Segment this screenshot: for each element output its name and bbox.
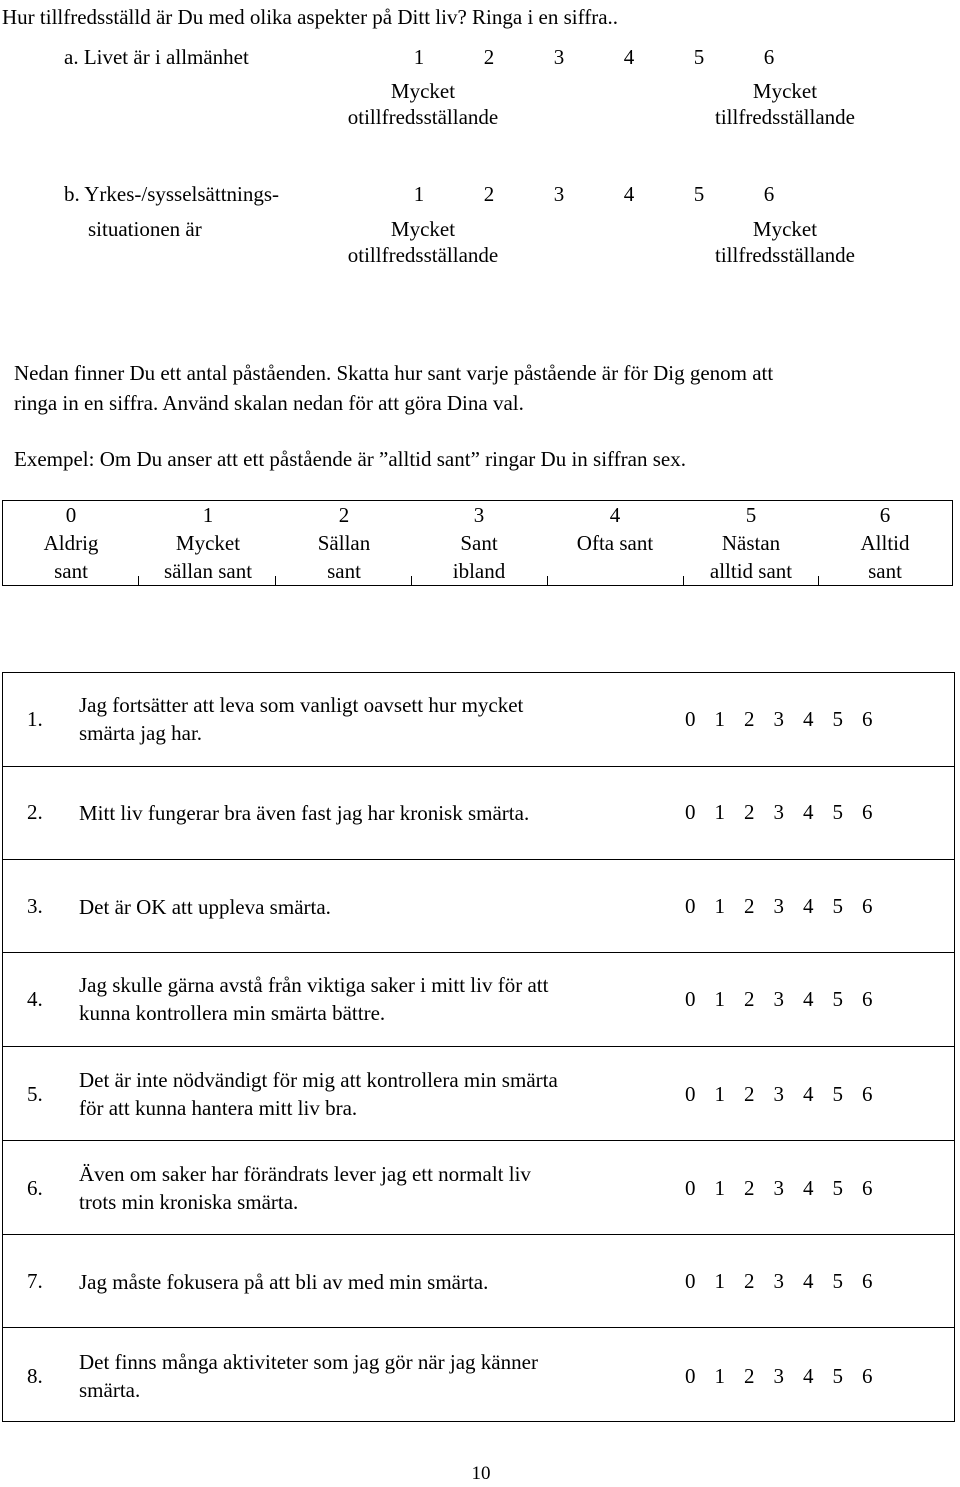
response-option[interactable]: 2 — [744, 1269, 755, 1293]
item-response-scale[interactable] — [685, 706, 892, 733]
question-b-option[interactable]: 5 — [693, 182, 705, 206]
response-option[interactable]: 4 — [803, 894, 814, 918]
scale-number: 0 — [65, 503, 77, 527]
item-number: 2. — [27, 800, 43, 824]
response-option[interactable]: 3 — [773, 800, 784, 824]
scale-label: sant — [327, 559, 361, 583]
item-statement — [79, 799, 529, 827]
item-statement — [79, 691, 523, 747]
response-option[interactable]: 5 — [832, 987, 843, 1011]
item-statement — [79, 1160, 531, 1216]
scale-label: Nästan — [721, 531, 781, 555]
response-option[interactable]: 6 — [862, 1082, 873, 1106]
response-option[interactable]: 3 — [773, 1176, 784, 1200]
scale-label: sant — [868, 559, 902, 583]
scale-option-3 — [453, 501, 506, 585]
page-number: 10 — [471, 1463, 491, 1484]
response-option[interactable]: 3 — [773, 894, 784, 918]
question-a-option[interactable]: 2 — [483, 45, 495, 69]
item-number: 7. — [27, 1269, 43, 1293]
item-statement — [79, 1348, 538, 1404]
question-b-option[interactable]: 3 — [553, 182, 565, 206]
response-option[interactable]: 4 — [803, 707, 814, 731]
item-response-scale[interactable] — [685, 893, 892, 920]
response-option[interactable]: 3 — [773, 1269, 784, 1293]
instructions-example: Exempel: Om Du anser att ett påstående är ”alltid sant” ringar Du in siffran sex. — [14, 447, 686, 471]
response-option[interactable]: 6 — [862, 894, 873, 918]
response-option[interactable]: 0 — [685, 1269, 696, 1293]
statement-line: Jag skulle gärna avstå från viktiga saker i mitt liv för att — [79, 973, 549, 997]
item-response-scale[interactable] — [685, 986, 892, 1013]
item-response-scale[interactable] — [685, 799, 892, 826]
table-row — [3, 1047, 954, 1141]
scale-option-6 — [860, 501, 909, 585]
response-option[interactable]: 2 — [744, 894, 755, 918]
statement-line: Det är OK att uppleva smärta. — [79, 895, 331, 919]
scale-option-0 — [44, 501, 99, 585]
scale-option-4 — [577, 501, 653, 557]
item-response-scale[interactable] — [685, 1268, 892, 1295]
statement-line: Jag måste fokusera på att bli av med min smärta. — [79, 1270, 489, 1294]
anchor-line: Mycket — [752, 79, 818, 103]
scale-number: 5 — [745, 503, 757, 527]
item-statement — [79, 1066, 558, 1122]
scale-tick — [275, 576, 276, 586]
response-option[interactable]: 5 — [832, 800, 843, 824]
intro-question: Hur tillfredsställd är Du med olika aspekter på Ditt liv? Ringa i en siffra.. — [2, 5, 619, 29]
scale-tick — [411, 576, 412, 586]
scale-number: 4 — [609, 503, 621, 527]
response-option[interactable]: 5 — [832, 1269, 843, 1293]
question-b-label-line2: situationen är — [88, 217, 202, 241]
anchor-line: Mycket — [752, 217, 818, 241]
question-b-option[interactable]: 1 — [413, 182, 425, 206]
scale-label: Sant — [460, 531, 498, 555]
scale-number: 6 — [879, 503, 891, 527]
response-option[interactable]: 1 — [714, 1082, 725, 1106]
response-option[interactable]: 0 — [685, 1176, 696, 1200]
item-number: 1. — [27, 707, 43, 731]
response-option[interactable]: 6 — [862, 800, 873, 824]
response-option[interactable]: 2 — [744, 1176, 755, 1200]
response-option[interactable]: 0 — [685, 1082, 696, 1106]
statement-line: smärta. — [79, 1378, 141, 1402]
item-number: 8. — [27, 1364, 43, 1388]
statement-line: Även om saker har förändrats lever jag ett normalt liv — [79, 1162, 531, 1186]
statement-line: för att kunna hantera mitt liv bra. — [79, 1096, 358, 1120]
item-statement — [79, 893, 331, 921]
response-option[interactable]: 4 — [803, 1269, 814, 1293]
response-option[interactable]: 4 — [803, 800, 814, 824]
item-number: 5. — [27, 1082, 43, 1106]
question-b-option[interactable]: 2 — [483, 182, 495, 206]
scale-label: Ofta sant — [576, 531, 654, 555]
anchor-line: Mycket — [390, 79, 456, 103]
question-b-label-line1: b. Yrkes-/sysselsättnings- — [64, 182, 280, 206]
scale-number: 3 — [473, 503, 485, 527]
item-response-scale[interactable] — [685, 1175, 892, 1202]
response-option[interactable]: 0 — [685, 707, 696, 731]
response-option[interactable]: 3 — [773, 707, 784, 731]
response-option[interactable]: 4 — [803, 1176, 814, 1200]
scale-legend — [2, 500, 953, 586]
response-option[interactable]: 1 — [714, 800, 725, 824]
scale-tick — [138, 576, 139, 586]
response-option[interactable]: 5 — [832, 1176, 843, 1200]
statement-line: Mitt liv fungerar bra även fast jag har kronisk smärta. — [79, 801, 530, 825]
anchor-line: otillfredsställande — [347, 243, 499, 267]
anchor-line: otillfredsställande — [347, 105, 499, 129]
response-option[interactable]: 5 — [832, 707, 843, 731]
response-option[interactable]: 6 — [862, 987, 873, 1011]
table-row — [3, 860, 954, 953]
question-a-option[interactable]: 4 — [623, 45, 635, 69]
response-option[interactable]: 1 — [714, 1364, 725, 1388]
response-option[interactable]: 5 — [832, 894, 843, 918]
table-row — [3, 767, 954, 860]
question-b-option[interactable]: 4 — [623, 182, 635, 206]
question-b-low-anchor — [348, 216, 498, 268]
response-option[interactable]: 4 — [803, 1082, 814, 1106]
response-option[interactable]: 1 — [714, 1269, 725, 1293]
question-a-high-anchor — [715, 78, 855, 130]
scale-label: Aldrig — [43, 531, 99, 555]
statement-line: kunna kontrollera min smärta bättre. — [79, 1001, 386, 1025]
response-option[interactable]: 0 — [685, 987, 696, 1011]
response-option[interactable]: 2 — [744, 1364, 755, 1388]
item-number: 6. — [27, 1176, 43, 1200]
scale-option-5 — [710, 501, 792, 585]
response-option[interactable]: 3 — [773, 987, 784, 1011]
scale-label: ibland — [452, 559, 506, 583]
response-option[interactable]: 6 — [862, 1364, 873, 1388]
response-option[interactable]: 5 — [832, 1364, 843, 1388]
instructions-line1: Nedan finner Du ett antal påståenden. Skatta hur sant varje påstående är för Dig genom att — [14, 361, 774, 385]
response-option[interactable]: 2 — [744, 800, 755, 824]
response-option[interactable]: 1 — [714, 707, 725, 731]
instructions-line2: ringa in en siffra. Använd skalan nedan för att göra Dina val. — [14, 391, 524, 415]
response-option[interactable]: 4 — [803, 1364, 814, 1388]
response-option[interactable]: 3 — [773, 1082, 784, 1106]
item-response-scale[interactable] — [685, 1081, 892, 1108]
question-b-high-anchor — [715, 216, 855, 268]
scale-option-1 — [164, 501, 252, 585]
statement-line: Det finns många aktiviteter som jag gör när jag känner — [79, 1350, 538, 1374]
scale-number: 2 — [338, 503, 350, 527]
anchor-line: tillfredsställande — [715, 105, 855, 129]
statements-table — [2, 672, 955, 1422]
question-a-option[interactable]: 1 — [413, 45, 425, 69]
response-option[interactable]: 1 — [714, 894, 725, 918]
item-statement — [79, 971, 548, 1027]
response-option[interactable]: 3 — [773, 1364, 784, 1388]
statement-line: Det är inte nödvändigt för mig att kontrollera min smärta — [79, 1068, 558, 1092]
response-option[interactable]: 6 — [862, 1269, 873, 1293]
item-statement — [79, 1268, 488, 1296]
response-option[interactable]: 2 — [744, 1082, 755, 1106]
response-option[interactable]: 1 — [714, 987, 725, 1011]
response-option[interactable]: 2 — [744, 707, 755, 731]
statement-line: trots min kroniska smärta. — [79, 1190, 299, 1214]
scale-label: sant — [54, 559, 88, 583]
anchor-line: tillfredsställande — [715, 243, 855, 267]
table-row — [3, 953, 954, 1047]
scale-label: Mycket — [175, 531, 241, 555]
scale-label: alltid sant — [709, 559, 793, 583]
response-option[interactable]: 6 — [862, 1176, 873, 1200]
response-option[interactable]: 4 — [803, 987, 814, 1011]
question-a-low-anchor — [348, 78, 498, 130]
item-number: 3. — [27, 894, 43, 918]
response-option[interactable]: 1 — [714, 1176, 725, 1200]
scale-tick — [683, 576, 684, 586]
scale-label: Sällan — [317, 531, 371, 555]
response-option[interactable]: 5 — [832, 1082, 843, 1106]
question-b-option[interactable]: 6 — [763, 182, 775, 206]
response-option[interactable]: 0 — [685, 894, 696, 918]
question-a-option[interactable]: 6 — [763, 45, 775, 69]
response-option[interactable]: 6 — [862, 707, 873, 731]
table-row — [3, 1141, 954, 1235]
response-option[interactable]: 0 — [685, 1364, 696, 1388]
response-option[interactable]: 2 — [744, 987, 755, 1011]
table-row — [3, 673, 954, 767]
statement-line: smärta jag har. — [79, 721, 203, 745]
item-response-scale[interactable] — [685, 1363, 892, 1390]
scale-label: Alltid — [860, 531, 910, 555]
question-a-option[interactable]: 5 — [693, 45, 705, 69]
statement-line: Jag fortsätter att leva som vanligt oavsett hur mycket — [79, 693, 524, 717]
question-a-option[interactable]: 3 — [553, 45, 565, 69]
table-row — [3, 1235, 954, 1328]
item-number: 4. — [27, 987, 43, 1011]
scale-option-2 — [318, 501, 371, 585]
scale-label: sällan sant — [163, 559, 253, 583]
scale-tick — [818, 576, 819, 586]
anchor-line: Mycket — [390, 217, 456, 241]
scale-tick — [547, 576, 548, 586]
response-option[interactable]: 0 — [685, 800, 696, 824]
table-row — [3, 1328, 954, 1421]
scale-number: 1 — [202, 503, 214, 527]
question-a-label: a. Livet är i allmänhet — [64, 45, 249, 69]
